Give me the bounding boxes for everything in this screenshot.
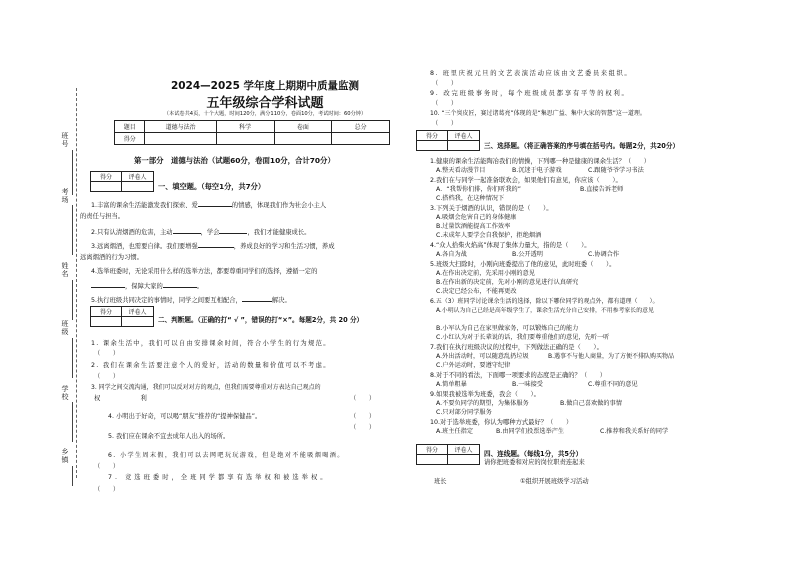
part1-title: 第一部分 道德与法治（试题60分，卷面10分，合计70分） (134, 156, 335, 165)
fill-q3-blank-1[interactable] (198, 241, 234, 248)
choice-q4-option-b[interactable]: B.公开透明 (512, 251, 543, 258)
fill-question-1 (91, 200, 326, 210)
choice-q10-option-b[interactable]: B.由同学们投票选举产生 (496, 428, 565, 435)
judge-question-9: 9. 改完班级事务时，每个班级成员都享有平等的权利。 (430, 90, 630, 97)
grader-box-grader-label: 评卷人 (448, 445, 480, 455)
choice-q4-option-a[interactable]: A.各自为战 (436, 251, 467, 258)
choice-q8-option-c[interactable]: C.尊重不同的意见 (588, 381, 638, 388)
choice-q1-option-b[interactable]: B.沉迷于电子游戏 (512, 167, 562, 174)
grader-box-grader-label: 评卷人 (122, 307, 154, 317)
judge-q2-paren[interactable]: （ ） (94, 373, 120, 380)
judge-question-3: 3. 同学之间交流沟通，我们可以反对对方的观点，但我们需要尊重对方表达自己观点的 (91, 384, 321, 391)
match-left-item-monitor[interactable]: 班长 (434, 478, 447, 485)
fill-q2-blank-2[interactable] (219, 227, 247, 234)
choice-q8-option-b[interactable]: B.一味接受 (512, 381, 543, 388)
fill-q5-text-a: 5.执行班级共同决定的事情时，同学之间要互相配合， (91, 297, 242, 304)
choice-q5-stem: 5.班级大扫除时，小刚向班委提出了他的意见，此时班委（ ）。 (430, 261, 616, 268)
fill-question-1-cont: 的责任与担当。 (80, 213, 125, 220)
score-table-header-morality: 道德与法治 (145, 121, 216, 133)
binding-margin (0, 0, 86, 562)
judge-question-2: 2. 我们在课余生活要注意个人的爱好，活动的数量和价值可以不考虑。 (91, 362, 331, 369)
score-table-row-label: 得分 (115, 133, 145, 145)
fill-q1-text-a: 1.丰富的课余生活能激发我们探索、爱 (91, 202, 198, 209)
grader-box-section4 (416, 444, 480, 465)
score-table-header-science: 科学 (216, 121, 274, 133)
fill-q4-text-b: ，保障大家的 (125, 283, 163, 290)
choice-q1-option-a[interactable]: A.整天看动漫节目 (436, 167, 486, 174)
grader-box-grader-label: 评卷人 (122, 172, 154, 182)
grader-box-grader-cell[interactable] (448, 455, 480, 465)
fill-q4-blank-1[interactable] (91, 281, 125, 288)
score-cell-total[interactable] (332, 133, 390, 145)
grader-box-grader-cell[interactable] (122, 182, 154, 192)
binding-label-school: 学校 (61, 385, 69, 401)
choice-q1-option-c[interactable]: C.跟随爷爷学习书法 (588, 167, 644, 174)
fill-q2-text-b: ，学会 (200, 229, 220, 236)
choice-q2-option-b[interactable]: B.直接告诉老师 (580, 186, 624, 193)
grader-box-score-cell[interactable] (91, 182, 122, 192)
score-table-header-neatness: 卷面 (274, 121, 332, 133)
fill-q2-text-c: ，我们才能健康成长。 (247, 229, 311, 236)
judge-question-7: 7. 竞选班委时，全班同学都享有选举权和被选举权。 (108, 474, 330, 481)
judge-q8-paren[interactable]: （ ） (432, 80, 458, 87)
binding-label-exam-room: 考场 (61, 188, 69, 204)
grader-box-score-label: 得分 (417, 131, 448, 141)
fill-q5-blank-1[interactable] (242, 295, 272, 302)
score-table-header-total: 总分 (332, 121, 390, 133)
binding-field-name[interactable] (72, 280, 81, 320)
fill-q4-text-c: 。 (196, 283, 204, 290)
choice-q4-option-c[interactable]: C.协调合作 (588, 251, 620, 258)
choice-q6-stem: 6.五（3）班同学讨论课余生活的选择，除以下哪位同学的观点外，都有道理（ ）。 (430, 298, 659, 305)
section4-instruction: 请你把班委和对应的岗位职责连起来 (484, 459, 585, 466)
fill-question-3 (91, 241, 335, 251)
fill-question-3-cont: 远离烟酒的行为习惯。 (80, 254, 143, 261)
judge-question-6: 6. 小学生周末假，我们可以去网吧玩玩游戏，但是绝对不能吸烟喝酒。 (108, 452, 345, 459)
judge-q1-paren[interactable]: （ ） (94, 350, 120, 357)
choice-q3-option-a[interactable]: A.吸烟会危害自己的身体健康 (436, 214, 517, 221)
judge-q7-paren[interactable]: （ ） (94, 486, 120, 493)
choice-q9-stem: 9.如果我被选举为班委，我会（ ）。 (430, 391, 540, 398)
grader-box-score-label: 得分 (417, 445, 448, 455)
score-cell-morality[interactable] (145, 133, 216, 145)
fill-q1-text-b: 的情感，体现我们作为社会小主人 (231, 202, 327, 209)
match-right-item-1[interactable]: ①组织开展班级学习活动 (520, 478, 589, 485)
binding-label-township: 乡镇 (61, 448, 69, 464)
judge-question-1: 1. 课余生活中，我们可以自由安排课余时间，符合小学生的行为规范。 (91, 340, 331, 347)
fill-question-5 (91, 295, 291, 305)
grader-box-grader-cell[interactable] (448, 141, 480, 151)
binding-field-class-number[interactable] (72, 150, 81, 195)
choice-q8-option-a[interactable]: A.简单粗暴 (436, 381, 467, 388)
section4-heading: 四、连线题。（每线1分，共5分） (484, 450, 583, 458)
binding-field-school[interactable] (72, 402, 81, 442)
section3-heading: 三、选择题。（将正确答案的序号填在括号内。每题2分，共20分） (484, 142, 680, 150)
judge-q5-paren[interactable]: （ ） (350, 424, 376, 431)
choice-q10-option-a[interactable]: A.班主任指定 (436, 428, 474, 435)
score-cell-neatness[interactable] (274, 133, 332, 145)
choice-q3-option-b[interactable]: B.过量饮酒能提高工作效率 (436, 223, 511, 230)
binding-label-class: 班级 (61, 320, 69, 336)
judge-q3-cont: 权 利 (94, 395, 150, 402)
choice-q5-option-a[interactable]: A.在作出决定前，先采用小刚的意见 (436, 270, 535, 277)
choice-q6-option-b[interactable]: B.小军认为自己在家里做家务，可以锻炼自己的能力 (436, 325, 579, 332)
judge-q6-paren[interactable]: （ ） (94, 463, 120, 470)
choice-q6-option-c[interactable]: C.小红认为对于长辈说的话，我们要尊重他们的意见，先听一听 (436, 334, 610, 341)
score-table (114, 120, 390, 145)
exam-note: （本试卷共4页，十个大题，时间120分，满分110分，卷面10分，考试时间：60分钟） (163, 111, 367, 117)
grader-box-score-cell[interactable] (417, 455, 448, 465)
fill-q3-text-b: ，养成良好的学习和生活习惯，养成 (233, 243, 335, 250)
choice-q1-stem: 1.健康的课余生活能陶冶我们的情操，下列哪一种是健康的课余生活？（ ） (430, 158, 651, 165)
choice-q2-option-a[interactable]: A．“我帮你们排，你们听我的” (436, 186, 521, 193)
grader-box-score-cell[interactable] (91, 317, 122, 327)
judge-q9-paren[interactable]: （ ） (432, 100, 458, 107)
choice-q7-stem: 7.我们在执行班级决议的过程中，下列做法正确的是（ ）。 (430, 344, 603, 351)
judge-q10-paren[interactable]: （ ） (432, 120, 458, 127)
choice-q7-option-b[interactable]: B.遇事不与他人商量，为了方便不排队购买物品 (548, 353, 675, 360)
binding-field-township[interactable] (72, 466, 81, 486)
binding-label-class-number: 班号 (61, 132, 69, 148)
judge-q4-paren[interactable]: （ ） (350, 413, 376, 420)
fill-question-4: 4.选举班委时，无论采用什么样的选举方法，都要尊重同学们的选择，遵循一定的 (91, 268, 318, 275)
grader-box-score-cell[interactable] (417, 141, 448, 151)
score-cell-science[interactable] (216, 133, 274, 145)
judge-question-5: 5. 我们应在课余不宜去成年人出入的场所。 (108, 433, 230, 440)
judge-question-10: 10. “三个臭皮匠，赛过诸葛亮”体现的是“集思广益、集中大家的智慧”这一道理。 (430, 110, 646, 117)
exam-title-year: 2024—2025 学年度上期期中质量监测 (170, 80, 360, 92)
choice-q2-option-c[interactable]: C.搭档我，在这种情况下 (436, 195, 505, 202)
grader-box-grader-cell[interactable] (122, 317, 154, 327)
choice-q4-stem: 4.“众人拾柴火焰高”体现了集体力量大，指的是（ ）。 (430, 242, 591, 249)
fill-question-4-cont (91, 281, 203, 291)
grader-box-section1 (90, 171, 154, 192)
fill-q3-text-a: 3.远离烟酒，也需要自律。我们要增强 (91, 243, 198, 250)
choice-q8-stem: 8.对于不同的看法，下面哪一项要求的态度是正确的？（ ） (430, 372, 607, 379)
choice-q5-option-b[interactable]: B.在作出新的决定前，先对小刚的意见进行认真研究 (436, 279, 579, 286)
grader-box-score-label: 得分 (91, 307, 122, 317)
binding-label-name: 姓名 (61, 262, 69, 278)
choice-q2-stem: 2.我们在与同学一起准备联欢会，如果他们有意见，你应该（ ）。 (430, 177, 622, 184)
fill-q1-blank-1[interactable] (198, 200, 232, 207)
choice-q7-option-a[interactable]: A.外出活动时，可以随意乱扔垃圾 (436, 353, 529, 360)
fill-question-2 (91, 227, 310, 237)
choice-q3-stem: 3.下列关于烟酒的认识，错误的是（ ）。 (430, 205, 553, 212)
grader-box-section2 (90, 306, 154, 327)
choice-q5-option-c[interactable]: C.决定已经公布，不能再更改 (436, 288, 517, 295)
fill-q2-blank-1[interactable] (173, 227, 201, 234)
choice-q10-stem: 10.对于选举班委，你认为哪种方式最好？（ ） (430, 419, 573, 426)
judge-q3-paren[interactable]: （ ） (350, 395, 376, 402)
grader-box-grader-label: 评卷人 (448, 131, 480, 141)
choice-q9-option-a[interactable]: A.不要负同学的期望，为集体服务 (436, 400, 529, 407)
grader-box-score-label: 得分 (91, 172, 122, 182)
choice-q6-option-a[interactable]: A.小明认为自己已经是高年级学生了，课余生活充分自己安排，不用参考家长的意见 (436, 308, 654, 314)
section1-heading: 一、填空题。（每空1分，共7分） (158, 182, 266, 191)
choice-q7-option-c[interactable]: C.户外运动时，要遵守纪律 (436, 362, 511, 369)
choice-q9-option-b[interactable]: B.做自己喜欢做的事情 (560, 400, 622, 407)
choice-q9-option-c[interactable]: C.只对部分同学服务 (436, 409, 492, 416)
grader-box-section3 (416, 130, 480, 151)
choice-q3-option-c[interactable]: C.未成年人要学会自我保护，拒绝烟酒 (436, 232, 542, 239)
choice-q10-option-c[interactable]: C.推荐和我关系好的同学 (600, 428, 669, 435)
fill-q2-text-a: 2.只有认清烟酒的危害，主动 (91, 229, 173, 236)
fill-q5-text-b: 解决。 (271, 297, 291, 304)
score-table-header-item: 题目 (115, 121, 145, 133)
judge-question-4: 4. 小明出于好奇，可以喝“朋友”推荐的“提神保健品”。 (108, 413, 262, 420)
fill-q4-blank-2[interactable] (163, 281, 197, 288)
judge-question-8: 8. 班里庆祝元旦的文艺表演活动应该由文艺委员来组织。 (430, 70, 633, 77)
exam-title-subject: 五年级综合学科试题 (206, 96, 324, 111)
binding-field-class[interactable] (72, 338, 81, 378)
section2-heading: 二、判断题。（正确的打“ √ ”，错误的打“×”。每题2分，共 20 分） (158, 316, 364, 324)
